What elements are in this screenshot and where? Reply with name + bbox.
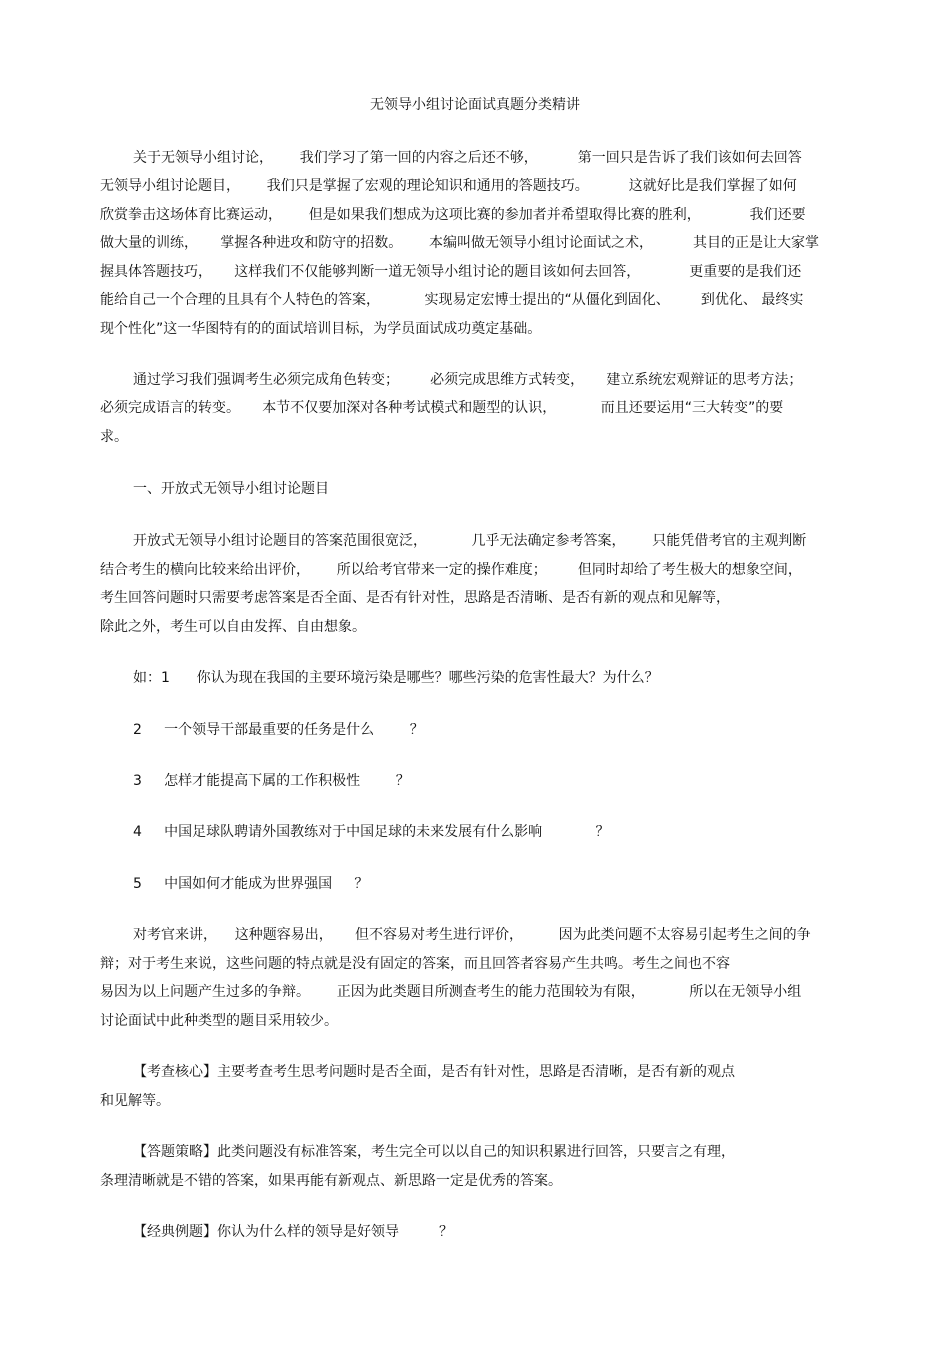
example-item: 如：1 你认为现在我国的主要环境污染是哪些？哪些污染的危害性最大？为什么？ — [133, 670, 659, 686]
paragraph-line: 除此之外，考生可以自由发挥、自由想象。 — [100, 619, 366, 635]
paragraph-line: 条理清晰就是不错的答案，如果再能有新观点、新思路一定是优秀的答案。 — [100, 1173, 562, 1189]
example-item: 5 中国如何才能成为世界强国 ？ — [133, 876, 369, 892]
paragraph-line: 做大量的训练， 掌握各种进攻和防守的招数。 本编叫做无领导小组讨论面试之术， 其目的正是让大家掌 — [100, 235, 820, 251]
paragraph-line: 无领导小组讨论题目， 我们只是掌握了宏观的理论知识和通用的答题技巧。 这就好比是我们掌握了如何 — [100, 178, 797, 194]
paragraph-line: 握具体答题技巧， 这样我们不仅能够判断一道无领导小组讨论的题目该如何去回答， 更重要的是我们还 — [100, 264, 802, 280]
paragraph-line: 现个性化”这一华图特有的的面试培训目标，为学员面试成功奠定基础。 — [100, 321, 542, 337]
paragraph-line: 通过学习我们强调考生必须完成角色转变； 必须完成思维方式转变， 建立系统宏观辩证的思考方法； — [133, 372, 803, 388]
paragraph-line: 【考查核心】主要考查考生思考问题时是否全面，是否有针对性，思路是否清晰，是否有新的观点 — [133, 1064, 735, 1080]
paragraph-line: 结合考生的横向比较来给出评价， 所以给考官带来一定的操作难度； 但同时却给了考生极大的想象空间， — [100, 562, 802, 578]
example-item: 2 一个领导干部最重要的任务是什么 ？ — [133, 722, 424, 738]
paragraph-line: 易因为以上问题产生过多的争辩。 正因为此类题目所测查考生的能力范围较为有限， 所以在无领导小组 — [100, 984, 802, 1000]
example-item: 4 中国足球队聘请外国教练对于中国足球的未来发展有什么影响 ？ — [133, 824, 610, 840]
document-title: 无领导小组讨论面试真题分类精讲 — [370, 97, 580, 113]
paragraph-line: 辩；对于考生来说，这些问题的特点就是没有固定的答案，而且回答者容易产生共鸣。考生之间也不容 — [100, 956, 730, 972]
paragraph-line: 欣赏拳击这场体育比赛运动， 但是如果我们想成为这项比赛的参加者并希望取得比赛的胜利， 我们还要 — [100, 207, 806, 223]
paragraph-line: 考生回答问题时只需要考虑答案是否全面、是否有针对性，思路是否清晰、是否有新的观点和见解等， — [100, 590, 730, 606]
paragraph-line: 开放式无领导小组讨论题目的答案范围很宽泛， 几乎无法确定参考答案， 只能凭借考官的主观判断 — [133, 533, 807, 549]
paragraph-line: 能给自己一个合理的且具有个人特色的答案， 实现易定宏博士提出的“从僵化到固化、 到优化、 最终实 — [100, 292, 804, 308]
paragraph-line: 讨论面试中此种类型的题目采用较少。 — [100, 1013, 338, 1029]
paragraph-line: 【答题策略】此类问题没有标准答案，考生完全可以以自己的知识积累进行回答，只要言之有理， — [133, 1144, 735, 1160]
paragraph-line: 关于无领导小组讨论， 我们学习了第一回的内容之后还不够， 第一回只是告诉了我们该如何去回答 — [133, 150, 802, 166]
paragraph-line: 必须完成语言的转变。 本节不仅要加深对各种考试模式和题型的认识， 而且还要运用“三大转变”的要 — [100, 400, 784, 416]
paragraph-line: 和见解等。 — [100, 1093, 170, 1109]
paragraph-line: 【经典例题】你认为什么样的领导是好领导 ？ — [133, 1224, 454, 1240]
section-heading: 一、开放式无领导小组讨论题目 — [133, 481, 329, 497]
paragraph-line: 求。 — [100, 429, 128, 445]
example-item: 3 怎样才能提高下属的工作积极性 ？ — [133, 773, 410, 789]
paragraph-line: 对考官来讲， 这种题容易出， 但不容易对考生进行评价， 因为此类问题不太容易引起考生之间的争 — [133, 927, 811, 943]
